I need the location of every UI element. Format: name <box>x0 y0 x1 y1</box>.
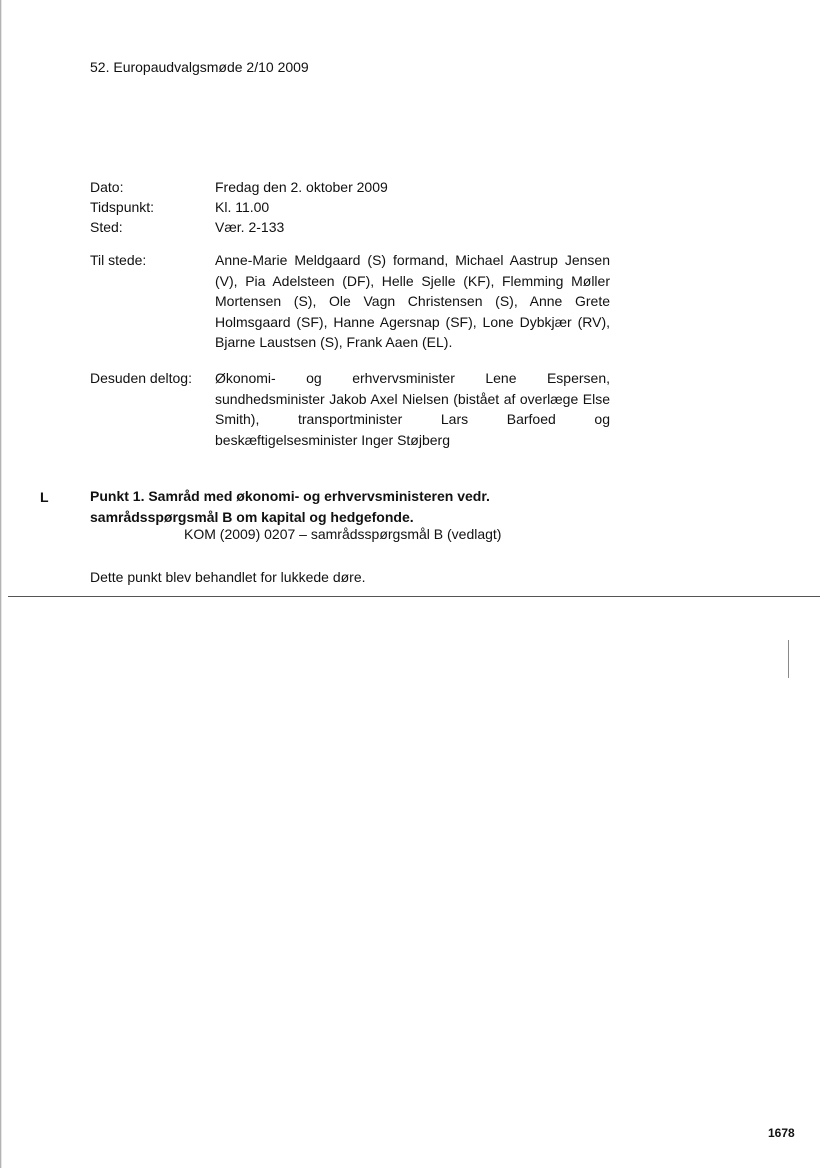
meta-row-place <box>90 217 610 238</box>
separator-rule <box>8 596 820 597</box>
scan-edge <box>0 0 2 1168</box>
meta-row-date <box>90 177 610 198</box>
meta-row-also-present <box>90 368 610 450</box>
present-label: Til stede: <box>90 252 147 268</box>
item-marker: L <box>40 489 49 505</box>
also-present-label: Desuden deltog: <box>90 370 192 386</box>
agenda-item-note: Dette punkt blev behandlet for lukkede døre. <box>90 569 366 585</box>
agenda-item-title: Punkt 1. Samråd med økonomi- og erhvervsministeren vedr. samrådsspørgsmål B om kapital og hedgefonde. <box>90 488 490 525</box>
scan-artifact-mark <box>788 640 789 678</box>
date-label: Dato: <box>90 179 124 195</box>
page-number: 1678 <box>768 1126 795 1140</box>
also-present-value: Økonomi- og erhvervsminister Lene Espersen, sundhedsminister Jakob Axel Nielsen (bistået af overlæge Else Smith), transportminister Lars Barfoed og beskæftigelsesminister Inger Støjberg <box>215 370 610 448</box>
place-value: Vær. 2-133 <box>215 219 285 235</box>
agenda-item-reference: KOM (2009) 0207 – samrådsspørgsmål B (vedlagt) <box>184 526 502 542</box>
place-label: Sted: <box>90 219 123 235</box>
present-value: Anne-Marie Meldgaard (S) formand, Michael Aastrup Jensen (V), Pia Adelsteen (DF), Helle Sjelle (KF), Flemming Møller Mortensen (S), Ole Vagn Christensen (S), Anne Grete Holmsgaard (SF), Hanne Agersnap (SF), Lone Dybkjær (RV), Bjarne Laustsen (S), Frank Aaen (EL). <box>215 252 610 350</box>
meta-row-present <box>90 250 610 353</box>
date-value: Fredag den 2. oktober 2009 <box>215 179 388 195</box>
meta-row-time <box>90 197 610 218</box>
meeting-title: 52. Europaudvalgsmøde 2/10 2009 <box>90 59 309 75</box>
time-value: Kl. 11.00 <box>215 199 270 215</box>
time-label: Tidspunkt: <box>90 199 155 215</box>
